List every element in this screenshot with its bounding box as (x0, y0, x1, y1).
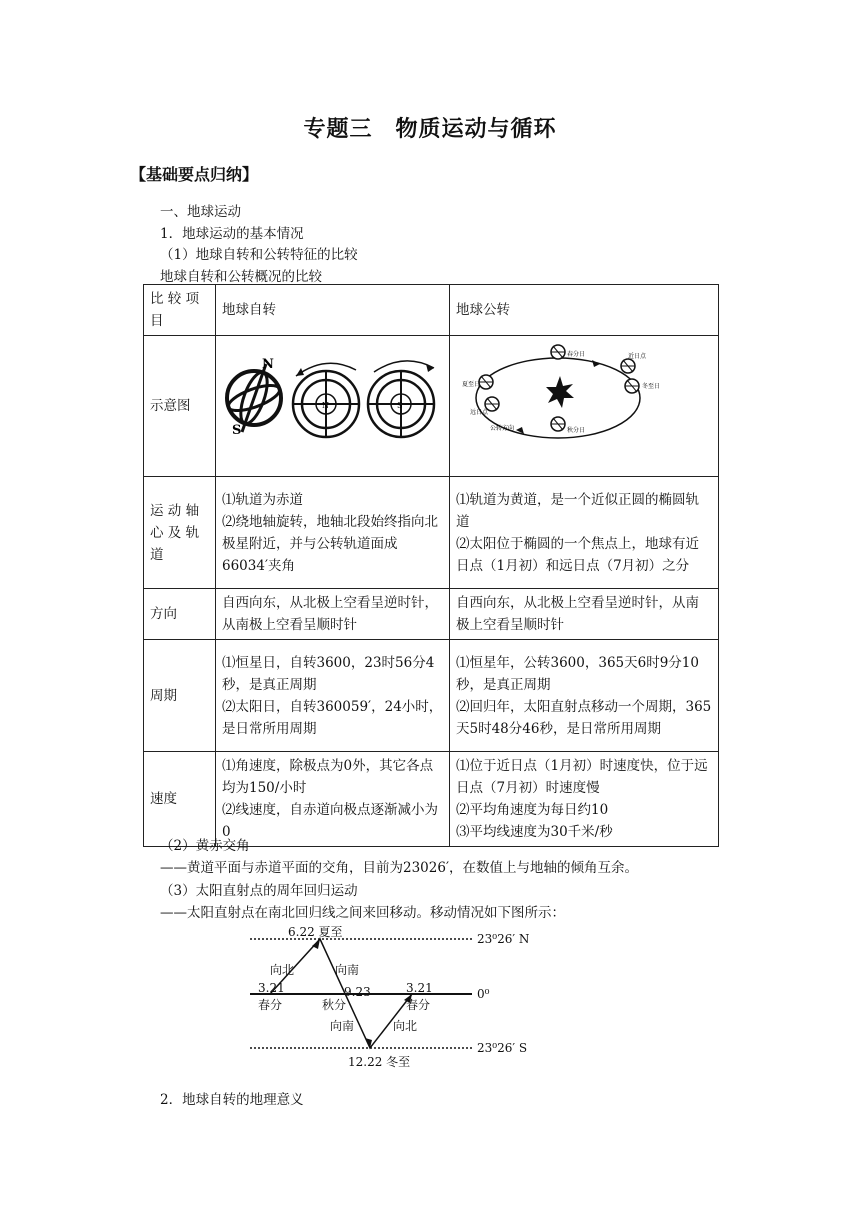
south-pole-view (368, 361, 434, 437)
tilted-globe (226, 357, 283, 438)
cell-text: ⑴角速度，除极点为0外，其它各点均为150/小时 (222, 758, 434, 796)
table-row (144, 477, 719, 589)
cell-text: 自西向东，从北极上空看呈逆时针，从南极上空看呈顺时针 (456, 595, 699, 633)
table-row (144, 752, 719, 847)
table-row (144, 640, 719, 752)
rotation-cell (216, 752, 450, 847)
row-label: 运 动 轴 心 及 轨 道 (144, 477, 216, 589)
page-title: 专题三 物质运动与循环 (303, 117, 557, 142)
row-label: 速度 (144, 752, 216, 847)
equator-label: 0⁰ (477, 987, 490, 1001)
yuanri-label: 远日点 (470, 409, 489, 416)
south-direction-label: 向南 (330, 1019, 355, 1033)
header-cell: 地球公转 (450, 285, 719, 336)
north-direction-label: 向北 (393, 1019, 418, 1033)
rotation-cell (216, 589, 450, 640)
cell-text: ⑴恒星年，公转3600，365天6时9分10秒，是真正周期 (456, 654, 699, 693)
cell-text: ⑴轨道为赤道 (222, 491, 303, 508)
cell-text: ⑵太阳位于椭圆的一个焦点上，地球有近日点（1月初）和远日点（7月初）之分 (456, 535, 699, 574)
table-header-row (144, 285, 719, 336)
north-direction-label: 向北 (270, 963, 295, 977)
winter-solstice-label: 12.22 冬至 (348, 1055, 411, 1069)
earth-icon (621, 359, 635, 373)
date-name-label: 秋分 (322, 998, 347, 1012)
cell-text: ⑵平均角速度为每日约10 (456, 802, 609, 818)
heading-basic: 1．地球运动的基本情况 (160, 226, 304, 242)
section-header: 【基础要点归纳】 (130, 165, 259, 184)
north-pole-view (293, 363, 359, 437)
xiazhi-label: 夏至日 (462, 381, 481, 388)
revolution-cell (450, 589, 719, 640)
table-caption: 地球自转和公转概况的比较 (160, 269, 322, 285)
heading-earth-motion: 一、地球运动 (160, 204, 241, 220)
row-label: 方向 (144, 589, 216, 640)
south-center-label: S (397, 401, 403, 410)
heading-comparison: （1）地球自转和公转特征的比较 (160, 247, 358, 263)
rotation-cell (216, 477, 450, 589)
rotation-diagram (216, 336, 448, 469)
heading-rotation-significance: 2．地球自转的地理意义 (160, 1092, 304, 1108)
subsolar-text: ——太阳直射点在南北回归线之间来回移动。移动情况如下图所示： (160, 905, 565, 921)
date-name-label: 春分 (258, 998, 283, 1012)
sun-icon (546, 376, 574, 408)
table-row (144, 589, 719, 640)
earth-icon (479, 375, 493, 389)
orbit-arrow-icon (592, 360, 600, 367)
south-label: S (232, 423, 242, 438)
revolution-diagram-cell (450, 336, 719, 477)
date-label: 3.21 (406, 981, 433, 995)
row-label: 示意图 (144, 336, 216, 477)
revolution-cell (450, 752, 719, 847)
jinri-label: 近日点 (628, 353, 647, 360)
earth-icon (551, 345, 565, 359)
qiufen-label: 秋分日 (567, 427, 586, 434)
cell-text: ⑶平均线速度为30千米/秒 (456, 824, 613, 840)
cell-text: 自西向东，从北极上空看呈逆时针，从南极上空看呈顺时针 (222, 595, 438, 633)
north-label: N (262, 357, 274, 372)
date-label: 3.21 (258, 981, 285, 995)
cell-text: ⑵太阳日，自转360059′，24小时，是日常所用周期 (222, 698, 443, 737)
north-center-label: N (322, 401, 329, 410)
cell-text: ⑵线速度，自赤道向极点逐渐减小为0 (222, 802, 438, 840)
header-cell: 地球自转 (216, 285, 450, 336)
revolution-cell (450, 477, 719, 589)
rotation-cell (216, 640, 450, 752)
header-cell: 比 较 项 目 (144, 285, 216, 336)
row-label: 周期 (144, 640, 216, 752)
cell-text: ⑵回归年，太阳直射点移动一个周期，365天5时48分46秒，是日常所用周期 (456, 698, 712, 737)
dongzhi-label: 冬至日 (642, 383, 661, 390)
cell-text: ⑴位于近日点（1月初）时速度快，位于远日点（7月初）时速度慢 (456, 758, 708, 796)
heading-subsolar: （3）太阳直射点的周年回归运动 (160, 883, 358, 899)
south-tropic-label: 23⁰26′ S (477, 1041, 528, 1055)
cell-text: ⑴恒星日，自转3600，23时56分4秒，是真正周期 (222, 654, 435, 693)
earth-icon (551, 417, 565, 431)
heading-obliquity: （2）黄赤交角 (160, 838, 250, 854)
obliquity-text: ——黄道平面与赤道平面的交角，目前为23026′，在数值上与地轴的倾角互余。 (160, 860, 639, 876)
north-tropic-label: 23⁰26′ N (477, 932, 530, 946)
table-row (144, 336, 719, 477)
cell-text: ⑵绕地轴旋转，地轴北段始终指向北极星附近，并与公转轨道面成66034′夹角 (222, 513, 438, 574)
revolution-diagram (450, 336, 717, 469)
comparison-table (143, 284, 719, 847)
chunfen-label: 春分日 (567, 351, 586, 358)
direction-label: 公转方向 (490, 425, 515, 432)
cell-text: ⑴轨道为黄道，是一个近似正圆的椭圆轨道 (456, 491, 699, 530)
date-name-label: 春分 (406, 998, 431, 1012)
south-direction-label: 向南 (335, 963, 360, 977)
earth-icon (625, 379, 639, 393)
rotation-diagram-cell (216, 336, 450, 477)
subsolar-diagram (240, 924, 560, 1074)
date-label: 9.23 (344, 985, 371, 999)
revolution-cell (450, 640, 719, 752)
summer-solstice-label: 6.22 夏至 (288, 925, 343, 939)
